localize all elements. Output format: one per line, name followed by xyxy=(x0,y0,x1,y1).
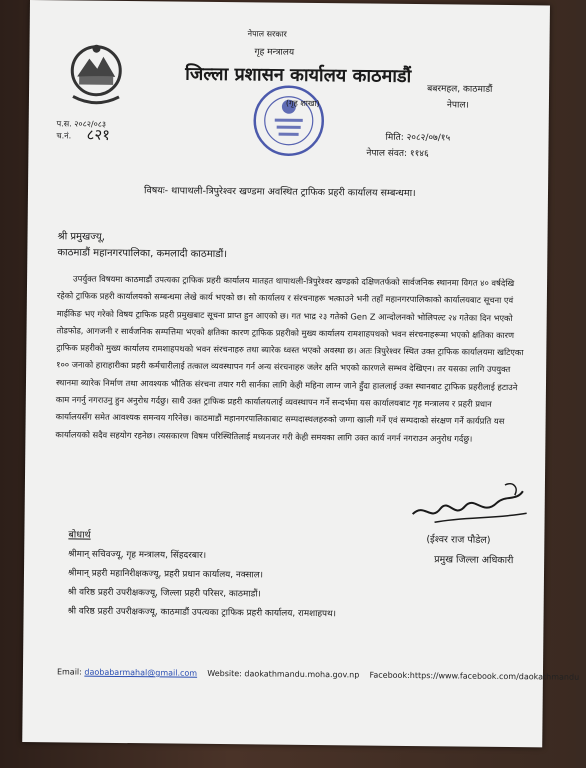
chalani-label: च.नं. xyxy=(56,131,72,141)
branch-label: (गृह शाखा) xyxy=(285,98,320,109)
website-label: Website: xyxy=(207,668,242,679)
cc-list xyxy=(67,545,336,624)
email-link[interactable]: daobabarmahal@gmail.com xyxy=(84,667,198,678)
signature-icon xyxy=(404,472,535,533)
letter-body xyxy=(55,270,529,448)
address-line-2: नेपाल। xyxy=(446,100,469,111)
cc-item: श्रीमान् प्रहरी महानिरीक्षकज्यू, प्रहरी प्रधान कार्यालय, नक्साल। xyxy=(67,568,264,581)
office-title: जिल्ला प्रशासन कार्यालय काठमाडौं xyxy=(185,63,412,87)
cc-item: श्री वरिष्ठ प्रहरी उपरीक्षकज्यू, जिल्ला प्रहरी परिसर, काठमाडौं। xyxy=(67,587,261,600)
recipient-line-1: श्री प्रमुखज्यू, xyxy=(57,231,105,243)
ministry-label: गृह मन्त्रालय xyxy=(254,47,295,58)
letter-subject: विषयः- थापाथली-त्रिपुरेश्वर खण्डमा अवस्थित ट्राफिक प्रहरी कार्यालय सम्बन्धमा। xyxy=(143,185,416,200)
address-line-1: बबरमहल, काठमाडौं xyxy=(427,84,493,95)
nepal-sambat-date: नेपाल संवत: ११४६ xyxy=(366,148,429,160)
letter-date: मिति: २०८२/०७/१५ xyxy=(385,132,451,144)
cc-heading: बोधार्थ xyxy=(68,529,91,541)
facebook-label: Facebook: xyxy=(369,670,410,681)
cc-item: श्री वरिष्ठ प्रहरी उपरीक्षकज्यू, काठमाडौं उपत्यका ट्राफिक प्रहरी कार्यालय, रामशाहपथ। xyxy=(67,606,337,620)
letter-page xyxy=(22,0,580,747)
chalani-number: ८२१ xyxy=(86,125,111,144)
website-link[interactable]: daokathmandu.moha.gov.np xyxy=(244,669,360,680)
government-label: नेपाल सरकार xyxy=(247,29,287,39)
body-paragraph: उपर्युक्त विषयमा काठमाडौं उपत्यका ट्राफिक प्रहरी कार्यालय मातहत थापाथली-त्रिपुरेश्वर खण्डको दक्षिणतर्फको सार्वजनिक स्थानमा विगत ४० वर्षदेखि रहेको ट्राफिक प्रहरी कार्यालयको सम्बन्धमा लेखे कार्य भएको छ। सो कार्यालय र संरचनाहरू भत्काउने भनी तहाँ महानगरपालिकाको कार्यालयबाट सूचना एवं माईकिङ भए गरेको विषय ट्राफिक प्रहरी प्रमुखबाट सूचना प्राप्त हुन आएको छ। गत भाद्र २३ गतेको Gen Z आन्दोलनको भोलिपल्ट २४ गतेका दिन भएको तोडफोड, आगजनी र सार्वजनिक सम्पत्तिमा भएको क्षतिका कारण ट्राफिक प्रहरीको मुख्य कार्यालय रामशाहपथको भवन संरचनाहरूमा भएको क्षतिका कारण ट्राफिक प्रहरीको मुख्य कार्यालय रामशाहपथको भवन संरचनाहरु तथा ब्यारेक ध्वस्त भएको अवस्था छ। अतः त्रिपुरेश्वर स्थित उक्त ट्राफिक कार्यालयमा खटिएका १०० जनाको हाराहारीका प्रहरी कर्मचारीलाई तत्काल व्यवस्थापन गर्न अन्य संरचनाहरु जलेर क्षति भएको कारणले सम्भव देखिएन। तर यसका लागि उपयुक्त स्थानमा ब्यारेक निर्माण तथा आवश्यक भौतिक संरचना तयार गरी सार्नका लागि केही महिना लाग्न जाने हुँदा हाललाई उक्त स्थानबाट ट्राफिक प्रहरीलाई हटाउने काम नगर्नु नगराउनु हुन अनुरोध गर्दछु। साथै उक्त ट्राफिक प्रहरी कार्यालयलाई व्यवस्थापन गर्ने सन्दर्भमा यस कार्यालयबाट गृह मन्त्रालय र प्रहरी प्रधान कार्यालयसँग समेत आवश्यक समन्वय गरिनेछ। काठमाडौं महानगरपालिकाबाट सम्पदास्थलहरुको जग्गा खाली गर्ने एवं सम्पदाको संरक्षण गर्ने कार्यप्रति यस कार्यालयको सदैव सहयोग रहनेछ। त्यसकारण विषम परिस्थितिलाई मध्यनजर गरी केही समयका लागि उक्त कार्य नगर्न नगराउन अनुरोध गर्दछु। xyxy=(55,273,524,444)
office-seal-stamp-icon xyxy=(250,82,327,159)
cc-item: श्रीमान् सचिवज्यू, गृह मन्त्रालय, सिंहदरबार। xyxy=(68,549,207,561)
footer-contact xyxy=(57,667,579,681)
signatory-name: (ईश्वर राज पौडेल) xyxy=(426,534,491,546)
signatory-title: प्रमुख जिल्ला अधिकारी xyxy=(434,554,514,567)
email-label: Email: xyxy=(56,667,82,677)
recipient-line-2: काठमाडौं महानगरपालिका, कमलादी काठमाडौं। xyxy=(57,247,228,261)
patra-sankhya: प.स. २०८२/०८३ xyxy=(56,119,107,129)
facebook-link[interactable]: https://www.facebook.com/daokathmandu xyxy=(409,671,580,682)
nepal-emblem-icon xyxy=(67,40,126,109)
